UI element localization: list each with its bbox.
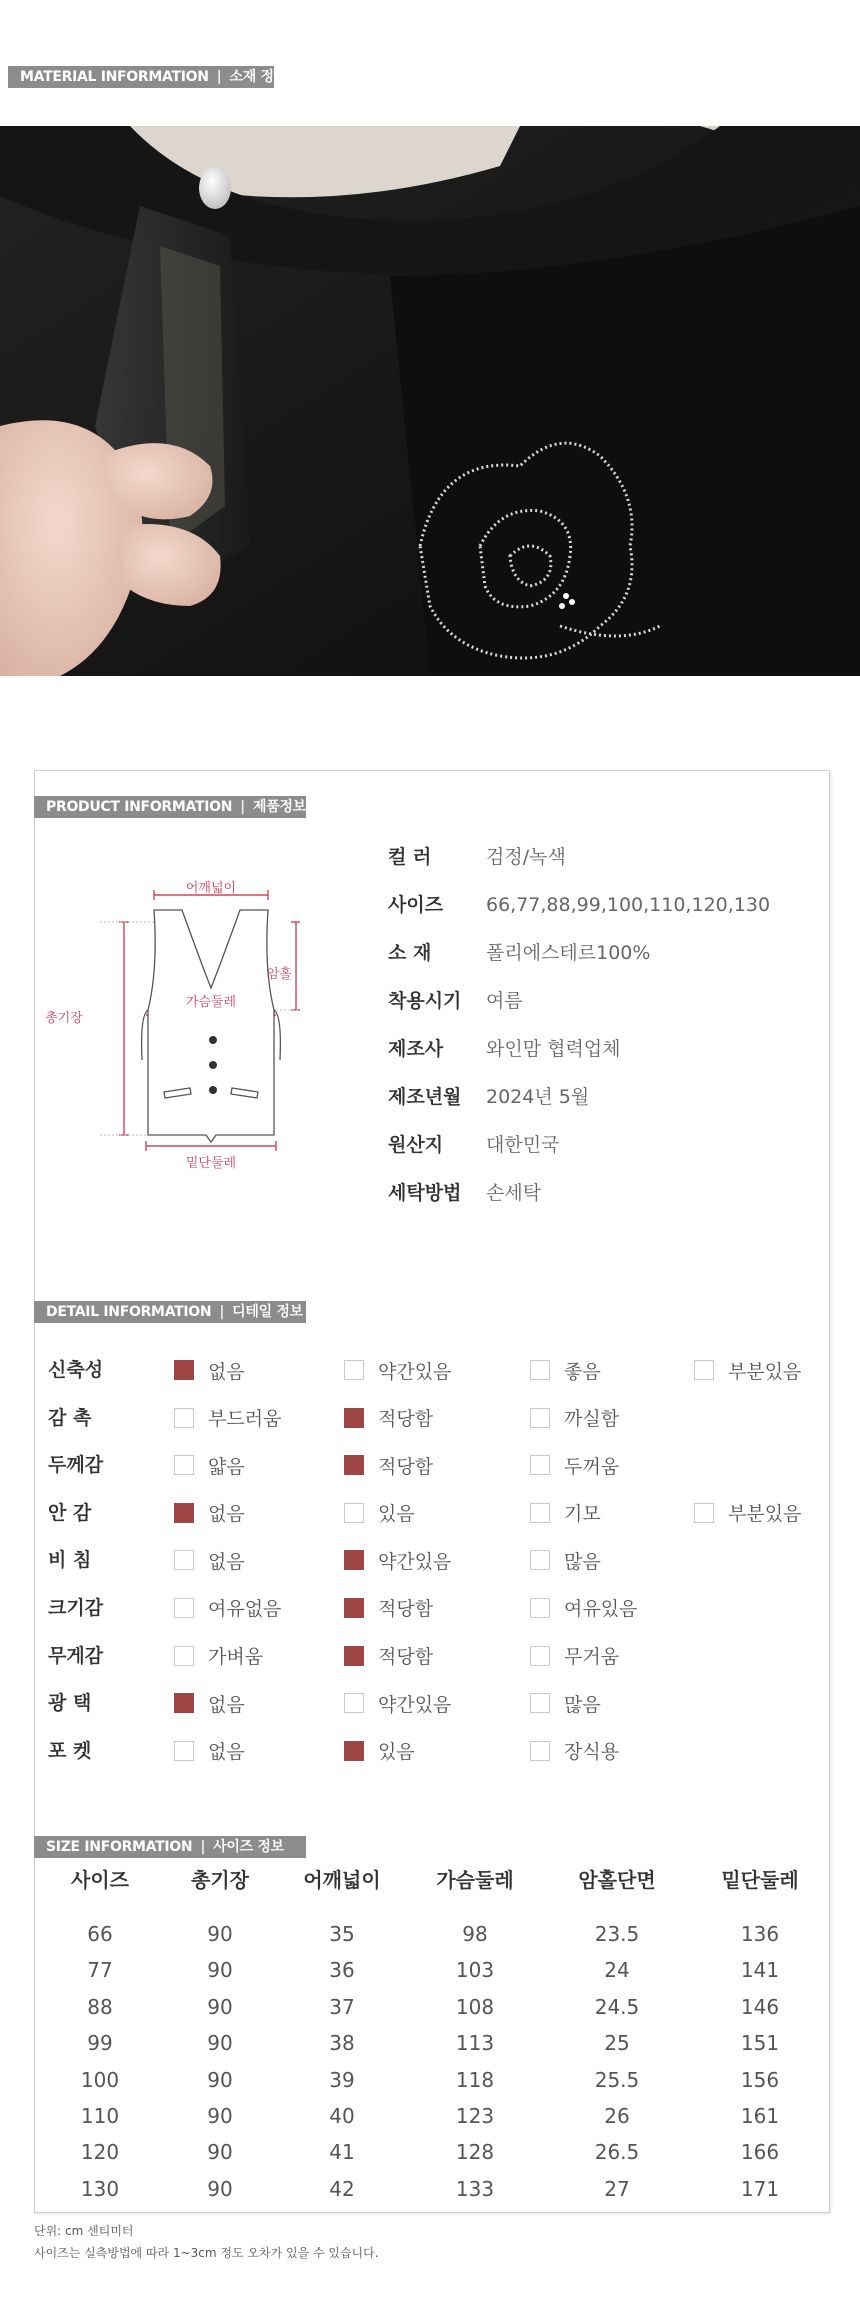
size-table-row bbox=[40, 1989, 820, 2025]
size-table-cell: 133 bbox=[455, 2176, 495, 2201]
size-table-cell: 42 bbox=[329, 2176, 355, 2201]
detail-option-label: 약간있음 bbox=[378, 1550, 452, 1573]
detail-label-en: DETAIL INFORMATION bbox=[46, 1304, 212, 1320]
checked-box-icon bbox=[344, 1455, 364, 1475]
size-table-cell: 99 bbox=[87, 2031, 113, 2056]
size-table-cell: 27 bbox=[604, 2176, 630, 2201]
product-spec-list bbox=[388, 845, 808, 1229]
unchecked-box-icon bbox=[344, 1503, 364, 1523]
diagram-label-shoulder: 어깨넓이 bbox=[185, 881, 237, 896]
detail-row bbox=[48, 1690, 828, 1738]
detail-option-label: 약간있음 bbox=[378, 1360, 452, 1383]
size-table-cell: 25 bbox=[604, 2031, 630, 2056]
size-table-row bbox=[40, 2171, 820, 2207]
detail-option bbox=[530, 1738, 619, 1764]
material-label-en: MATERIAL INFORMATION bbox=[20, 69, 209, 85]
spec-key: 세탁방법 bbox=[388, 1182, 462, 1204]
unchecked-box-icon bbox=[530, 1741, 550, 1761]
diagram-label-armhole: 암홀 bbox=[266, 967, 292, 982]
size-table bbox=[40, 1862, 820, 2207]
size-table-cell: 90 bbox=[207, 1922, 233, 1946]
detail-option bbox=[344, 1405, 433, 1431]
unchecked-box-icon bbox=[174, 1550, 194, 1570]
unchecked-box-icon bbox=[530, 1693, 550, 1713]
size-table-header-cell: 암홀단면 bbox=[578, 1868, 656, 1892]
detail-option bbox=[344, 1738, 415, 1764]
unchecked-box-icon bbox=[530, 1408, 550, 1428]
checked-box-icon bbox=[344, 1550, 364, 1570]
size-table-cell: 88 bbox=[87, 1994, 113, 2019]
size-table-cell: 136 bbox=[740, 1922, 780, 1946]
detail-option-label: 장식용 bbox=[564, 1741, 620, 1764]
diagram-label-chest: 가슴둘레 bbox=[185, 995, 237, 1010]
detail-option bbox=[174, 1452, 245, 1478]
product-info-label bbox=[34, 796, 306, 818]
size-table-header bbox=[40, 1862, 820, 1902]
detail-option bbox=[530, 1405, 619, 1431]
detail-option bbox=[530, 1643, 619, 1669]
detail-option bbox=[344, 1500, 415, 1526]
spec-row-size bbox=[388, 893, 808, 941]
unchecked-box-icon bbox=[530, 1360, 550, 1380]
spec-value: 66,77,88,99,100,110,120,130 bbox=[486, 894, 771, 916]
unchecked-box-icon bbox=[530, 1550, 550, 1570]
detail-option bbox=[174, 1547, 245, 1573]
size-table-cell: 90 bbox=[207, 2176, 233, 2201]
detail-option bbox=[530, 1595, 637, 1621]
diagram-label-total-length: 총기장 bbox=[45, 1011, 83, 1026]
size-table-cell: 130 bbox=[80, 2176, 120, 2201]
detail-option-label: 여유있음 bbox=[564, 1598, 638, 1621]
detail-option-label: 있음 bbox=[378, 1503, 415, 1526]
spec-value: 2024년 5월 bbox=[486, 1086, 590, 1108]
size-table-row bbox=[40, 1952, 820, 1988]
size-table-cell: 24.5 bbox=[594, 1994, 640, 2019]
size-table-header-cell: 밑단둘레 bbox=[721, 1868, 799, 1892]
size-table-cell: 156 bbox=[740, 2067, 780, 2092]
detail-option bbox=[174, 1738, 245, 1764]
spec-key: 컬 러 bbox=[388, 846, 432, 868]
detail-grid bbox=[48, 1357, 828, 1785]
size-info-label bbox=[34, 1836, 306, 1858]
spec-key: 소 재 bbox=[388, 942, 432, 964]
unchecked-box-icon bbox=[530, 1646, 550, 1666]
size-table-cell: 103 bbox=[455, 1958, 495, 1983]
detail-option-label: 기모 bbox=[564, 1503, 601, 1526]
detail-option-label: 많음 bbox=[564, 1550, 601, 1573]
label-separator: | bbox=[216, 69, 222, 85]
size-table-cell: 108 bbox=[455, 1994, 495, 2019]
detail-row bbox=[48, 1738, 828, 1786]
size-table-header-cell: 사이즈 bbox=[71, 1868, 129, 1892]
size-label-ko: 사이즈 정보 bbox=[213, 1839, 284, 1855]
detail-option-label: 있음 bbox=[378, 1741, 415, 1764]
detail-row bbox=[48, 1500, 828, 1548]
detail-option-label: 두꺼움 bbox=[564, 1455, 620, 1478]
detail-option-label: 없음 bbox=[208, 1741, 245, 1764]
detail-option bbox=[174, 1690, 245, 1716]
spec-row-manufacturer bbox=[388, 1037, 808, 1085]
spec-row-season bbox=[388, 989, 808, 1037]
size-table-cell: 26 bbox=[604, 2103, 630, 2128]
material-label-ko: 소재 정보 bbox=[20, 69, 274, 107]
checked-box-icon bbox=[344, 1598, 364, 1618]
detail-option-label: 적당함 bbox=[378, 1408, 434, 1431]
size-table-cell: 40 bbox=[329, 2103, 355, 2128]
size-table-cell: 90 bbox=[207, 2031, 233, 2056]
detail-option-label: 부분있음 bbox=[728, 1503, 802, 1526]
checked-box-icon bbox=[344, 1646, 364, 1666]
detail-key: 신축성 bbox=[48, 1359, 104, 1381]
detail-option bbox=[174, 1595, 281, 1621]
detail-option-label: 없음 bbox=[208, 1360, 245, 1383]
size-table-cell: 41 bbox=[329, 2140, 355, 2165]
size-label-en: SIZE INFORMATION bbox=[46, 1839, 193, 1855]
spec-value: 손세탁 bbox=[486, 1182, 542, 1204]
unchecked-box-icon bbox=[174, 1408, 194, 1428]
unchecked-box-icon bbox=[694, 1503, 714, 1523]
spec-key: 원산지 bbox=[388, 1134, 444, 1156]
label-separator: | bbox=[200, 1839, 206, 1855]
detail-key: 광 택 bbox=[48, 1692, 92, 1715]
detail-option-label: 부분있음 bbox=[728, 1360, 802, 1383]
spec-row-material bbox=[388, 941, 808, 989]
detail-option-label: 얇음 bbox=[208, 1455, 245, 1478]
size-table-row bbox=[40, 2062, 820, 2098]
detail-key: 크기감 bbox=[48, 1596, 104, 1619]
spec-key: 사이즈 bbox=[388, 894, 444, 916]
size-table-cell: 128 bbox=[455, 2140, 495, 2165]
size-table-cell: 90 bbox=[207, 1994, 233, 2019]
detail-option bbox=[174, 1405, 281, 1431]
detail-key: 포 켓 bbox=[48, 1739, 92, 1762]
detail-option-label: 없음 bbox=[208, 1693, 245, 1716]
detail-option bbox=[530, 1357, 601, 1383]
label-separator: | bbox=[219, 1304, 225, 1320]
label-separator: | bbox=[240, 799, 245, 815]
size-table-cell: 151 bbox=[740, 2031, 780, 2056]
detail-option-label: 많음 bbox=[564, 1693, 601, 1716]
material-photo bbox=[0, 126, 860, 676]
size-table-header-cell: 가슴둘레 bbox=[436, 1868, 514, 1892]
size-table-header-cell: 총기장 bbox=[191, 1868, 249, 1892]
detail-option bbox=[344, 1690, 451, 1716]
detail-row bbox=[48, 1547, 828, 1595]
size-table-cell: 98 bbox=[462, 1922, 488, 1946]
vest-size-diagram bbox=[40, 880, 300, 1180]
unchecked-box-icon bbox=[174, 1646, 194, 1666]
detail-option bbox=[174, 1500, 245, 1526]
detail-option-label: 부드러움 bbox=[208, 1408, 282, 1431]
detail-key: 두께감 bbox=[48, 1454, 104, 1477]
spec-value: 폴리에스테르100% bbox=[486, 942, 651, 964]
size-table-cell: 171 bbox=[740, 2176, 780, 2201]
spec-value: 와인맘 협력업체 bbox=[486, 1038, 621, 1060]
size-table-row bbox=[40, 1916, 820, 1952]
spec-row-color bbox=[388, 845, 808, 893]
detail-key: 안 감 bbox=[48, 1501, 92, 1524]
size-table-cell: 141 bbox=[740, 1958, 780, 1983]
detail-option-label: 적당함 bbox=[378, 1646, 434, 1669]
size-table-cell: 90 bbox=[207, 2103, 233, 2128]
detail-option bbox=[344, 1547, 451, 1573]
detail-info-label bbox=[34, 1301, 306, 1323]
detail-option-label: 없음 bbox=[208, 1550, 245, 1573]
checked-box-icon bbox=[174, 1503, 194, 1523]
detail-option bbox=[530, 1500, 601, 1526]
detail-option-label: 약간있음 bbox=[378, 1693, 452, 1716]
detail-key: 감 촉 bbox=[48, 1406, 92, 1429]
size-table-cell: 110 bbox=[80, 2103, 120, 2128]
unchecked-box-icon bbox=[694, 1360, 714, 1380]
unchecked-box-icon bbox=[174, 1741, 194, 1761]
detail-option bbox=[694, 1500, 801, 1526]
detail-row bbox=[48, 1405, 828, 1453]
spec-key: 제조년월 bbox=[388, 1086, 462, 1108]
diagram-label-hem: 밑단둘레 bbox=[185, 1156, 237, 1171]
spec-value: 검정/녹색 bbox=[486, 846, 566, 868]
detail-option bbox=[174, 1643, 263, 1669]
detail-option bbox=[530, 1690, 601, 1716]
unchecked-box-icon bbox=[174, 1598, 194, 1618]
detail-option bbox=[344, 1357, 451, 1383]
unchecked-box-icon bbox=[344, 1693, 364, 1713]
spec-row-manufacture-date bbox=[388, 1085, 808, 1133]
unchecked-box-icon bbox=[530, 1598, 550, 1618]
unit-note: 단위: cm 센티미터 bbox=[34, 2224, 134, 2238]
detail-option-label: 적당함 bbox=[378, 1455, 434, 1478]
detail-row bbox=[48, 1357, 828, 1405]
spec-row-washing bbox=[388, 1181, 808, 1229]
size-table-cell: 146 bbox=[740, 1994, 780, 2019]
detail-option-label: 없음 bbox=[208, 1503, 245, 1526]
detail-option bbox=[344, 1452, 433, 1478]
size-table-cell: 39 bbox=[329, 2067, 355, 2092]
size-table-cell: 118 bbox=[455, 2067, 495, 2092]
checked-box-icon bbox=[174, 1693, 194, 1713]
spec-value: 여름 bbox=[486, 990, 523, 1012]
checked-box-icon bbox=[344, 1741, 364, 1761]
unchecked-box-icon bbox=[344, 1360, 364, 1380]
size-table-header-cell: 어깨넓이 bbox=[303, 1868, 381, 1892]
size-table-cell: 38 bbox=[329, 2031, 355, 2056]
product-label-ko: 제품정보 bbox=[253, 799, 306, 815]
detail-key: 비 침 bbox=[48, 1549, 92, 1572]
size-table-cell: 120 bbox=[80, 2140, 120, 2165]
detail-option-label: 무거움 bbox=[564, 1646, 620, 1669]
checked-box-icon bbox=[174, 1360, 194, 1380]
size-table-cell: 35 bbox=[329, 1922, 355, 1946]
detail-option bbox=[344, 1643, 433, 1669]
material-info-label bbox=[8, 66, 274, 107]
unchecked-box-icon bbox=[530, 1455, 550, 1475]
detail-label-ko: 디테일 정보 bbox=[232, 1304, 303, 1320]
detail-key: 무게감 bbox=[48, 1644, 104, 1667]
size-table-cell: 161 bbox=[740, 2103, 780, 2128]
size-table-cell: 25.5 bbox=[594, 2067, 640, 2092]
size-table-row bbox=[40, 2134, 820, 2170]
spec-row-origin bbox=[388, 1133, 808, 1181]
detail-option-label: 가벼움 bbox=[208, 1646, 264, 1669]
detail-option bbox=[694, 1357, 801, 1383]
size-table-cell: 90 bbox=[207, 1958, 233, 1983]
detail-row bbox=[48, 1643, 828, 1691]
disclaimer-note: 사이즈는 실측방법에 따라 1~3cm 정도 오차가 있을 수 있습니다. bbox=[34, 2246, 379, 2260]
spec-key: 착용시기 bbox=[388, 990, 462, 1012]
size-table-row bbox=[40, 2098, 820, 2134]
detail-option bbox=[530, 1452, 619, 1478]
size-table-cell: 26.5 bbox=[594, 2140, 640, 2165]
size-table-cell: 166 bbox=[740, 2140, 780, 2165]
detail-row bbox=[48, 1452, 828, 1500]
spec-value: 대한민국 bbox=[486, 1134, 560, 1156]
detail-option bbox=[344, 1595, 433, 1621]
unchecked-box-icon bbox=[174, 1455, 194, 1475]
detail-option-label: 적당함 bbox=[378, 1598, 434, 1621]
size-table-cell: 123 bbox=[455, 2103, 495, 2128]
detail-option-label: 좋음 bbox=[564, 1360, 601, 1383]
size-table-cell: 113 bbox=[455, 2031, 495, 2056]
size-table-cell: 36 bbox=[329, 1958, 355, 1983]
size-notes bbox=[34, 2220, 379, 2264]
spec-key: 제조사 bbox=[388, 1038, 444, 1060]
product-label-en: PRODUCT INFORMATION bbox=[46, 799, 233, 815]
checked-box-icon bbox=[344, 1408, 364, 1428]
detail-row bbox=[48, 1595, 828, 1643]
size-table-cell: 100 bbox=[80, 2067, 120, 2092]
size-table-cell: 23.5 bbox=[594, 1922, 640, 1946]
size-table-cell: 90 bbox=[207, 2140, 233, 2165]
size-table-cell: 24 bbox=[604, 1958, 630, 1983]
vest-illustration bbox=[40, 880, 300, 1180]
detail-option-label: 여유없음 bbox=[208, 1598, 282, 1621]
detail-option bbox=[530, 1547, 601, 1573]
size-table-row bbox=[40, 2025, 820, 2061]
size-table-cell: 77 bbox=[87, 1958, 113, 1983]
size-table-cell: 66 bbox=[87, 1922, 113, 1946]
size-table-cell: 37 bbox=[329, 1994, 355, 2019]
detail-option-label: 까실함 bbox=[564, 1408, 620, 1431]
detail-option bbox=[174, 1357, 245, 1383]
unchecked-box-icon bbox=[530, 1503, 550, 1523]
size-table-cell: 90 bbox=[207, 2067, 233, 2092]
